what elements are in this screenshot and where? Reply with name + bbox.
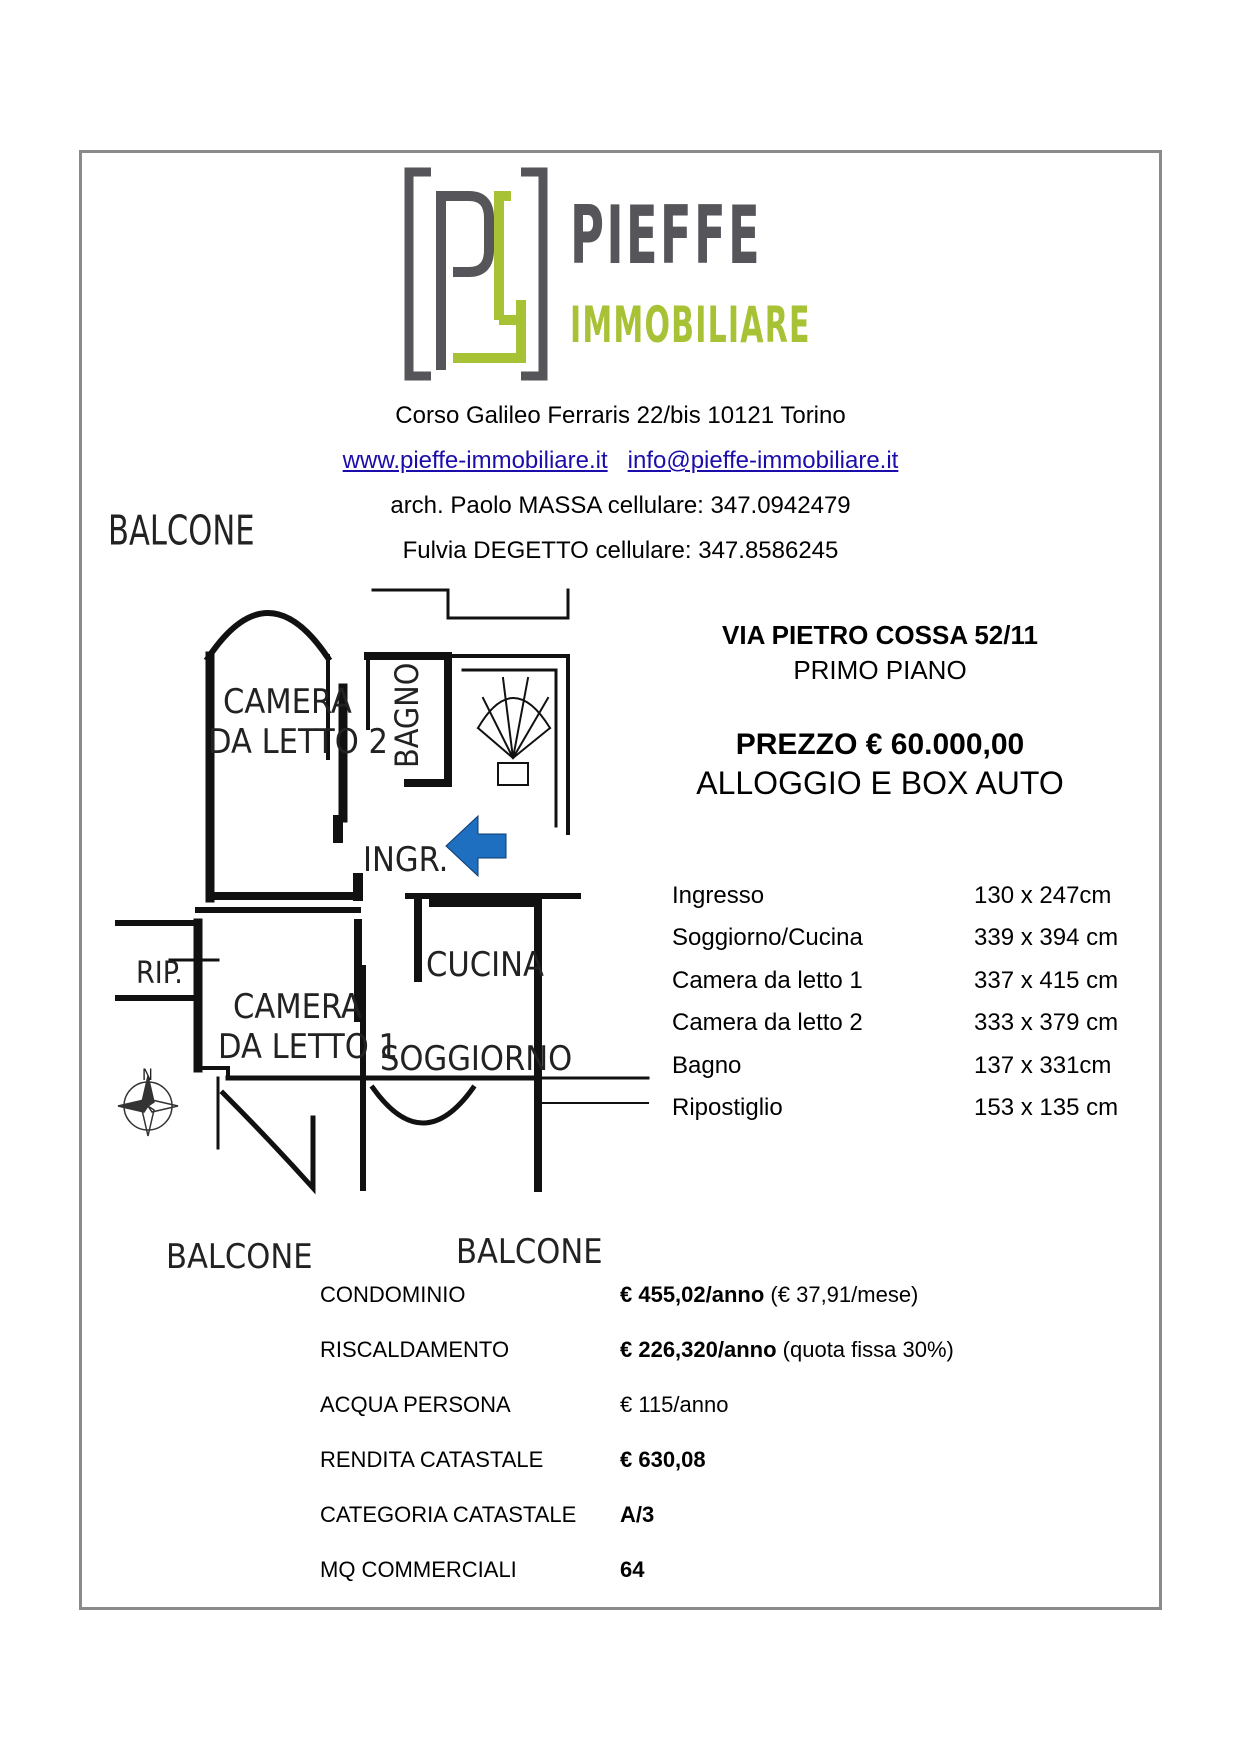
room-name: Soggiorno/Cucina bbox=[672, 924, 863, 951]
property-floor: PRIMO PIANO bbox=[793, 655, 967, 685]
cost-value-bold: 64 bbox=[620, 1557, 645, 1582]
cost-label: MQ COMMERCIALI bbox=[320, 1557, 517, 1582]
cost-row bbox=[320, 1282, 1020, 1312]
room-row bbox=[672, 1052, 1172, 1082]
plan-label-bagno: BAGNO bbox=[388, 662, 426, 768]
room-name: Ripostiglio bbox=[672, 1094, 783, 1121]
property-address: VIA PIETRO COSSA 52/11 bbox=[722, 620, 1038, 650]
plan-label-camera2-line2: DA LETTO 2 bbox=[208, 722, 388, 762]
room-dims: 153 x 135 cm bbox=[974, 1094, 1119, 1121]
plan-label-camera1-line1: CAMERA bbox=[233, 987, 362, 1027]
room-row bbox=[672, 967, 1172, 997]
cost-label: CONDOMINIO bbox=[320, 1282, 466, 1307]
cost-label: RENDITA CATASTALE bbox=[320, 1447, 544, 1472]
room-dims: 339 x 394 cm bbox=[974, 924, 1119, 951]
room-dims: 137 x 331cm bbox=[974, 1052, 1112, 1079]
cost-value bbox=[620, 1502, 654, 1528]
cost-value bbox=[620, 1447, 706, 1473]
cost-value-extra: (€ 37,91/mese) bbox=[764, 1282, 919, 1307]
plan-label-balcone-right: BALCONE bbox=[456, 1232, 603, 1272]
agent-line-2: Fulvia DEGETTO cellulare: 347.8586245 bbox=[402, 537, 839, 564]
cost-row bbox=[320, 1337, 1020, 1367]
cost-row bbox=[320, 1447, 1020, 1477]
room-row bbox=[672, 882, 1172, 912]
cost-row bbox=[320, 1502, 1020, 1532]
cost-value-bold: € 455,02/anno bbox=[620, 1282, 765, 1307]
room-name: Bagno bbox=[672, 1052, 742, 1079]
agent-line-1: arch. Paolo MASSA cellulare: 347.0942479 bbox=[390, 492, 851, 519]
cost-label: CATEGORIA CATASTALE bbox=[320, 1502, 577, 1527]
cost-value-extra: (quota fissa 30%) bbox=[776, 1337, 954, 1362]
plan-label-balcone-left: BALCONE bbox=[166, 1237, 313, 1277]
room-name: Camera da letto 1 bbox=[672, 967, 863, 994]
cost-row bbox=[320, 1557, 1020, 1587]
room-row bbox=[672, 924, 1172, 954]
plan-label-camera2-line1: CAMERA bbox=[223, 682, 352, 722]
plan-label-cucina: CUCINA bbox=[426, 945, 544, 985]
cost-value-bold: € 226,320/anno bbox=[620, 1337, 777, 1362]
logo-brand-text: PIEFFE bbox=[570, 189, 762, 282]
cost-value bbox=[620, 1337, 954, 1363]
room-row bbox=[672, 1094, 1172, 1124]
cost-value-bold: € 630,08 bbox=[620, 1447, 706, 1472]
plan-label-camera1-line2: DA LETTO 1 bbox=[218, 1027, 398, 1067]
compass-n-label: N bbox=[142, 1065, 153, 1084]
plan-label-soggiorno: SOGGIORNO bbox=[380, 1039, 573, 1079]
room-dims: 130 x 247cm bbox=[974, 882, 1112, 909]
cost-value bbox=[620, 1392, 728, 1418]
cost-value bbox=[620, 1282, 918, 1308]
email-link[interactable]: info@pieffe-immobiliare.it bbox=[627, 447, 899, 474]
room-name: Ingresso bbox=[672, 882, 765, 909]
cost-row bbox=[320, 1392, 1020, 1422]
logo-subbrand-text: IMMOBILIARE bbox=[570, 296, 811, 354]
cost-label: ACQUA PERSONA bbox=[320, 1392, 511, 1417]
cost-value-extra: € 115/anno bbox=[620, 1392, 729, 1417]
website-link[interactable]: www.pieffe-immobiliare.it bbox=[342, 447, 608, 474]
plan-label-ingr: INGR. bbox=[363, 840, 449, 880]
plan-label-rip: RIP. bbox=[136, 956, 183, 991]
property-type: ALLOGGIO E BOX AUTO bbox=[696, 765, 1064, 801]
address-line: Corso Galileo Ferraris 22/bis 10121 Torino bbox=[395, 402, 846, 429]
room-dims: 333 x 379 cm bbox=[974, 1009, 1119, 1036]
web-links bbox=[0, 447, 1241, 475]
room-row bbox=[672, 1009, 1172, 1039]
plan-label-balcone-top: BALCONE bbox=[108, 506, 255, 555]
room-dims: 337 x 415 cm bbox=[974, 967, 1119, 994]
cost-value-bold: A/3 bbox=[620, 1502, 655, 1527]
room-name: Camera da letto 2 bbox=[672, 1009, 863, 1036]
cost-value bbox=[620, 1557, 644, 1583]
cost-label: RISCALDAMENTO bbox=[320, 1337, 510, 1362]
property-price: PREZZO € 60.000,00 bbox=[735, 728, 1025, 761]
